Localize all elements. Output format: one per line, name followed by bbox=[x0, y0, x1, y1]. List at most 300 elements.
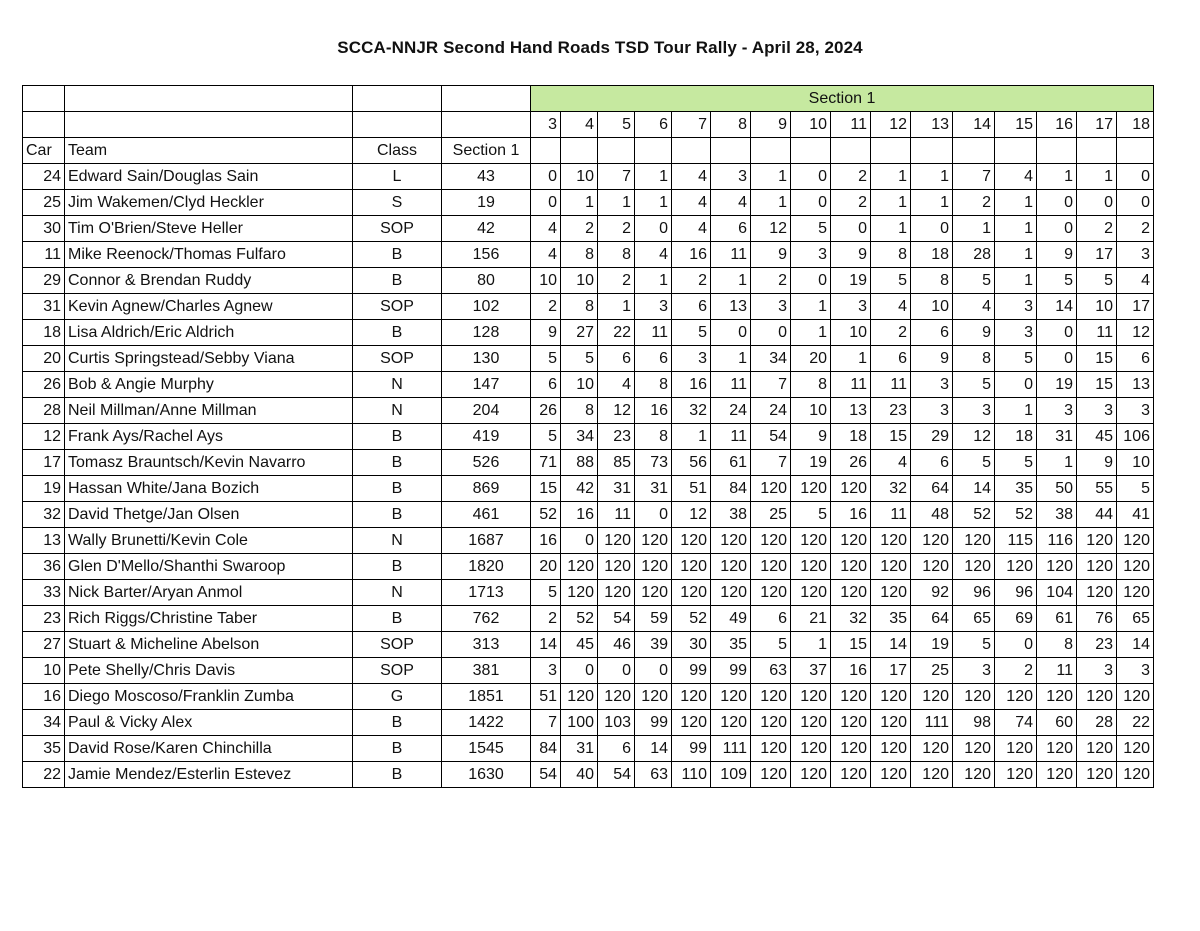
car-number: 25 bbox=[23, 190, 65, 216]
leg-score: 9 bbox=[953, 320, 995, 346]
leg-score: 120 bbox=[711, 580, 751, 606]
leg-score: 1 bbox=[871, 216, 911, 242]
leg-score: 7 bbox=[953, 164, 995, 190]
leg-score: 120 bbox=[751, 476, 791, 502]
leg-score: 120 bbox=[871, 528, 911, 554]
leg-header: 13 bbox=[911, 112, 953, 138]
section-total: 869 bbox=[442, 476, 531, 502]
leg-score: 8 bbox=[1037, 632, 1077, 658]
leg-score: 106 bbox=[1117, 424, 1154, 450]
leg-score: 120 bbox=[635, 528, 672, 554]
leg-score: 8 bbox=[953, 346, 995, 372]
leg-score: 11 bbox=[871, 372, 911, 398]
leg-score: 8 bbox=[635, 372, 672, 398]
leg-score: 120 bbox=[561, 684, 598, 710]
leg-score: 14 bbox=[953, 476, 995, 502]
leg-score: 1 bbox=[598, 190, 635, 216]
leg-score: 0 bbox=[1037, 216, 1077, 242]
leg-score: 5 bbox=[953, 632, 995, 658]
leg-score: 120 bbox=[1077, 580, 1117, 606]
car-number: 11 bbox=[23, 242, 65, 268]
car-number: 22 bbox=[23, 762, 65, 788]
leg-score: 52 bbox=[672, 606, 711, 632]
leg-score: 23 bbox=[1077, 632, 1117, 658]
team-header: Team bbox=[65, 138, 353, 164]
leg-score: 11 bbox=[1037, 658, 1077, 684]
leg-score: 1 bbox=[953, 216, 995, 242]
class-code: B bbox=[353, 554, 442, 580]
car-number: 31 bbox=[23, 294, 65, 320]
leg-score: 1 bbox=[995, 268, 1037, 294]
leg-score: 0 bbox=[531, 164, 561, 190]
leg-score: 1 bbox=[635, 164, 672, 190]
leg-score: 0 bbox=[531, 190, 561, 216]
leg-score: 1 bbox=[871, 164, 911, 190]
leg-score: 23 bbox=[598, 424, 635, 450]
team-name: Jamie Mendez/Esterlin Estevez bbox=[65, 762, 353, 788]
leg-score: 54 bbox=[598, 762, 635, 788]
leg-header: 14 bbox=[953, 112, 995, 138]
leg-score: 3 bbox=[635, 294, 672, 320]
leg-score: 120 bbox=[751, 736, 791, 762]
table-row bbox=[23, 164, 1154, 190]
table-row bbox=[23, 736, 1154, 762]
leg-score: 0 bbox=[561, 528, 598, 554]
leg-score: 17 bbox=[1117, 294, 1154, 320]
leg-score: 6 bbox=[871, 346, 911, 372]
leg-score: 84 bbox=[711, 476, 751, 502]
leg-score: 73 bbox=[635, 450, 672, 476]
leg-header: 10 bbox=[791, 112, 831, 138]
leg-score: 1 bbox=[635, 190, 672, 216]
leg-score: 120 bbox=[711, 710, 751, 736]
class-code: L bbox=[353, 164, 442, 190]
section-total: 461 bbox=[442, 502, 531, 528]
page-title: SCCA-NNJR Second Hand Roads TSD Tour Rally - April 28, 2024 bbox=[337, 38, 863, 57]
leg-score: 109 bbox=[711, 762, 751, 788]
leg-score: 17 bbox=[1077, 242, 1117, 268]
leg-score: 9 bbox=[531, 320, 561, 346]
leg-score: 4 bbox=[635, 242, 672, 268]
leg-score: 0 bbox=[1117, 190, 1154, 216]
leg-score: 8 bbox=[871, 242, 911, 268]
leg-score: 120 bbox=[995, 684, 1037, 710]
leg-score: 46 bbox=[598, 632, 635, 658]
team-name: Glen D'Mello/Shanthi Swaroop bbox=[65, 554, 353, 580]
section-total: 42 bbox=[442, 216, 531, 242]
leg-score: 5 bbox=[953, 372, 995, 398]
leg-score: 8 bbox=[561, 398, 598, 424]
team-name: Diego Moscoso/Franklin Zumba bbox=[65, 684, 353, 710]
leg-score: 2 bbox=[531, 606, 561, 632]
leg-score: 120 bbox=[953, 736, 995, 762]
leg-score: 52 bbox=[953, 502, 995, 528]
car-number: 13 bbox=[23, 528, 65, 554]
leg-score: 5 bbox=[531, 424, 561, 450]
leg-score: 120 bbox=[561, 580, 598, 606]
class-code: B bbox=[353, 502, 442, 528]
leg-score: 1 bbox=[1037, 450, 1077, 476]
leg-score: 11 bbox=[1077, 320, 1117, 346]
class-code: B bbox=[353, 320, 442, 346]
leg-score: 74 bbox=[995, 710, 1037, 736]
leg-score: 8 bbox=[598, 242, 635, 268]
leg-score: 3 bbox=[953, 398, 995, 424]
leg-score: 120 bbox=[751, 580, 791, 606]
leg-score: 120 bbox=[831, 554, 871, 580]
leg-score: 2 bbox=[751, 268, 791, 294]
leg-score: 31 bbox=[561, 736, 598, 762]
leg-score: 15 bbox=[1077, 372, 1117, 398]
leg-score: 2 bbox=[953, 190, 995, 216]
leg-score: 120 bbox=[1117, 684, 1154, 710]
header-row-labels bbox=[23, 138, 1154, 164]
leg-score: 3 bbox=[995, 294, 1037, 320]
car-number: 28 bbox=[23, 398, 65, 424]
leg-score: 69 bbox=[995, 606, 1037, 632]
leg-score: 31 bbox=[635, 476, 672, 502]
team-name: Bob & Angie Murphy bbox=[65, 372, 353, 398]
leg-score: 120 bbox=[598, 684, 635, 710]
class-code: SOP bbox=[353, 658, 442, 684]
leg-score: 6 bbox=[1117, 346, 1154, 372]
car-number: 18 bbox=[23, 320, 65, 346]
leg-score: 85 bbox=[598, 450, 635, 476]
leg-score: 0 bbox=[1037, 346, 1077, 372]
leg-score: 38 bbox=[1037, 502, 1077, 528]
leg-score: 3 bbox=[711, 164, 751, 190]
leg-score: 3 bbox=[911, 372, 953, 398]
section-total: 80 bbox=[442, 268, 531, 294]
team-name: Neil Millman/Anne Millman bbox=[65, 398, 353, 424]
leg-score: 12 bbox=[953, 424, 995, 450]
team-name: Tomasz Brauntsch/Kevin Navarro bbox=[65, 450, 353, 476]
leg-score: 6 bbox=[531, 372, 561, 398]
leg-score: 32 bbox=[831, 606, 871, 632]
leg-score: 5 bbox=[531, 346, 561, 372]
leg-score: 120 bbox=[831, 580, 871, 606]
leg-score: 40 bbox=[561, 762, 598, 788]
leg-score: 19 bbox=[1037, 372, 1077, 398]
leg-score: 63 bbox=[751, 658, 791, 684]
section-total: 1545 bbox=[442, 736, 531, 762]
leg-score: 4 bbox=[531, 242, 561, 268]
class-code: SOP bbox=[353, 632, 442, 658]
section-total: 526 bbox=[442, 450, 531, 476]
leg-score: 1 bbox=[911, 190, 953, 216]
leg-score: 120 bbox=[953, 684, 995, 710]
leg-score: 120 bbox=[791, 736, 831, 762]
leg-score: 99 bbox=[672, 658, 711, 684]
leg-score: 22 bbox=[598, 320, 635, 346]
leg-score: 115 bbox=[995, 528, 1037, 554]
leg-score: 65 bbox=[953, 606, 995, 632]
leg-score: 120 bbox=[871, 554, 911, 580]
leg-score: 120 bbox=[598, 580, 635, 606]
leg-score: 11 bbox=[831, 372, 871, 398]
leg-score: 52 bbox=[995, 502, 1037, 528]
leg-score: 120 bbox=[911, 762, 953, 788]
leg-score: 3 bbox=[831, 294, 871, 320]
leg-score: 22 bbox=[1117, 710, 1154, 736]
leg-score: 120 bbox=[1117, 736, 1154, 762]
leg-score: 13 bbox=[711, 294, 751, 320]
leg-score: 11 bbox=[711, 424, 751, 450]
class-code: N bbox=[353, 398, 442, 424]
leg-score: 15 bbox=[831, 632, 871, 658]
leg-score: 1 bbox=[831, 346, 871, 372]
leg-score: 6 bbox=[598, 736, 635, 762]
leg-score: 9 bbox=[1037, 242, 1077, 268]
leg-score: 99 bbox=[635, 710, 672, 736]
leg-score: 0 bbox=[791, 268, 831, 294]
leg-score: 2 bbox=[831, 190, 871, 216]
class-code: B bbox=[353, 476, 442, 502]
leg-score: 120 bbox=[1117, 762, 1154, 788]
leg-score: 3 bbox=[1117, 658, 1154, 684]
leg-score: 6 bbox=[711, 216, 751, 242]
leg-score: 8 bbox=[561, 294, 598, 320]
leg-score: 92 bbox=[911, 580, 953, 606]
leg-score: 120 bbox=[751, 554, 791, 580]
section-total: 419 bbox=[442, 424, 531, 450]
header-row-banner bbox=[23, 86, 1154, 112]
leg-score: 34 bbox=[561, 424, 598, 450]
leg-score: 88 bbox=[561, 450, 598, 476]
leg-score: 1 bbox=[791, 632, 831, 658]
leg-score: 4 bbox=[531, 216, 561, 242]
leg-score: 5 bbox=[791, 502, 831, 528]
team-name: Edward Sain/Douglas Sain bbox=[65, 164, 353, 190]
car-number: 10 bbox=[23, 658, 65, 684]
leg-score: 0 bbox=[1077, 190, 1117, 216]
leg-score: 52 bbox=[531, 502, 561, 528]
leg-score: 5 bbox=[1037, 268, 1077, 294]
section-total: 102 bbox=[442, 294, 531, 320]
leg-score: 3 bbox=[953, 658, 995, 684]
leg-score: 120 bbox=[1077, 554, 1117, 580]
leg-score: 120 bbox=[1077, 684, 1117, 710]
leg-score: 55 bbox=[1077, 476, 1117, 502]
leg-score: 19 bbox=[791, 450, 831, 476]
leg-score: 84 bbox=[531, 736, 561, 762]
car-number: 27 bbox=[23, 632, 65, 658]
leg-score: 30 bbox=[672, 632, 711, 658]
leg-score: 5 bbox=[561, 346, 598, 372]
leg-score: 1 bbox=[871, 190, 911, 216]
table-row bbox=[23, 554, 1154, 580]
class-code: N bbox=[353, 528, 442, 554]
leg-score: 76 bbox=[1077, 606, 1117, 632]
section-total: 1630 bbox=[442, 762, 531, 788]
leg-score: 3 bbox=[1037, 398, 1077, 424]
leg-score: 3 bbox=[995, 320, 1037, 346]
leg-score: 52 bbox=[561, 606, 598, 632]
leg-header: 17 bbox=[1077, 112, 1117, 138]
leg-score: 35 bbox=[871, 606, 911, 632]
section-total: 1687 bbox=[442, 528, 531, 554]
leg-score: 5 bbox=[995, 346, 1037, 372]
leg-score: 7 bbox=[751, 450, 791, 476]
class-code: B bbox=[353, 242, 442, 268]
leg-score: 16 bbox=[831, 502, 871, 528]
leg-score: 3 bbox=[1077, 658, 1117, 684]
leg-score: 4 bbox=[1117, 268, 1154, 294]
table-row bbox=[23, 684, 1154, 710]
leg-score: 120 bbox=[871, 684, 911, 710]
leg-score: 120 bbox=[831, 476, 871, 502]
section-total: 1820 bbox=[442, 554, 531, 580]
leg-score: 7 bbox=[531, 710, 561, 736]
table-row bbox=[23, 398, 1154, 424]
leg-score: 2 bbox=[1077, 216, 1117, 242]
team-name: Curtis Springstead/Sebby Viana bbox=[65, 346, 353, 372]
leg-score: 1 bbox=[751, 190, 791, 216]
class-code: B bbox=[353, 736, 442, 762]
table-row bbox=[23, 762, 1154, 788]
leg-score: 120 bbox=[791, 554, 831, 580]
leg-score: 19 bbox=[911, 632, 953, 658]
leg-score: 12 bbox=[672, 502, 711, 528]
leg-header: 16 bbox=[1037, 112, 1077, 138]
leg-score: 120 bbox=[871, 762, 911, 788]
leg-score: 104 bbox=[1037, 580, 1077, 606]
team-name: Wally Brunetti/Kevin Cole bbox=[65, 528, 353, 554]
leg-score: 120 bbox=[711, 684, 751, 710]
table-row bbox=[23, 476, 1154, 502]
leg-score: 0 bbox=[911, 216, 953, 242]
leg-score: 120 bbox=[911, 736, 953, 762]
leg-score: 51 bbox=[672, 476, 711, 502]
leg-score: 120 bbox=[561, 554, 598, 580]
leg-score: 120 bbox=[791, 476, 831, 502]
leg-score: 1 bbox=[995, 242, 1037, 268]
leg-score: 120 bbox=[953, 528, 995, 554]
leg-score: 1 bbox=[995, 190, 1037, 216]
leg-score: 120 bbox=[1077, 528, 1117, 554]
leg-score: 0 bbox=[831, 216, 871, 242]
table-row bbox=[23, 424, 1154, 450]
leg-score: 0 bbox=[635, 658, 672, 684]
leg-score: 120 bbox=[831, 710, 871, 736]
leg-score: 3 bbox=[1077, 398, 1117, 424]
leg-score: 120 bbox=[911, 554, 953, 580]
leg-score: 120 bbox=[953, 762, 995, 788]
leg-score: 63 bbox=[635, 762, 672, 788]
leg-score: 42 bbox=[561, 476, 598, 502]
table-row bbox=[23, 450, 1154, 476]
leg-score: 37 bbox=[791, 658, 831, 684]
leg-score: 120 bbox=[598, 554, 635, 580]
leg-score: 1 bbox=[911, 164, 953, 190]
leg-score: 64 bbox=[911, 606, 953, 632]
leg-score: 65 bbox=[1117, 606, 1154, 632]
leg-score: 8 bbox=[561, 242, 598, 268]
leg-score: 18 bbox=[911, 242, 953, 268]
leg-score: 2 bbox=[831, 164, 871, 190]
leg-score: 120 bbox=[672, 710, 711, 736]
class-code: SOP bbox=[353, 294, 442, 320]
leg-score: 120 bbox=[911, 528, 953, 554]
leg-score: 20 bbox=[791, 346, 831, 372]
leg-score: 32 bbox=[672, 398, 711, 424]
car-number: 24 bbox=[23, 164, 65, 190]
leg-score: 35 bbox=[711, 632, 751, 658]
leg-score: 5 bbox=[995, 450, 1037, 476]
car-number: 26 bbox=[23, 372, 65, 398]
car-number: 36 bbox=[23, 554, 65, 580]
section-total: 147 bbox=[442, 372, 531, 398]
leg-score: 26 bbox=[531, 398, 561, 424]
leg-score: 5 bbox=[871, 268, 911, 294]
leg-score: 9 bbox=[751, 242, 791, 268]
leg-score: 1 bbox=[791, 320, 831, 346]
team-name: Lisa Aldrich/Eric Aldrich bbox=[65, 320, 353, 346]
team-name: Kevin Agnew/Charles Agnew bbox=[65, 294, 353, 320]
leg-score: 120 bbox=[711, 554, 751, 580]
leg-score: 1 bbox=[995, 398, 1037, 424]
leg-score: 5 bbox=[953, 268, 995, 294]
class-code: N bbox=[353, 580, 442, 606]
leg-score: 0 bbox=[995, 372, 1037, 398]
leg-score: 16 bbox=[672, 372, 711, 398]
leg-score: 16 bbox=[531, 528, 561, 554]
table-row bbox=[23, 216, 1154, 242]
leg-score: 96 bbox=[953, 580, 995, 606]
class-code: SOP bbox=[353, 346, 442, 372]
table-row bbox=[23, 580, 1154, 606]
leg-score: 120 bbox=[751, 710, 791, 736]
leg-header: 7 bbox=[672, 112, 711, 138]
section-total: 43 bbox=[442, 164, 531, 190]
leg-score: 96 bbox=[995, 580, 1037, 606]
car-header: Car bbox=[23, 138, 65, 164]
leg-score: 1 bbox=[635, 268, 672, 294]
leg-score: 24 bbox=[751, 398, 791, 424]
leg-header: 18 bbox=[1117, 112, 1154, 138]
section-total: 313 bbox=[442, 632, 531, 658]
class-code: SOP bbox=[353, 216, 442, 242]
leg-score: 23 bbox=[871, 398, 911, 424]
table-row bbox=[23, 528, 1154, 554]
leg-score: 4 bbox=[672, 164, 711, 190]
team-name: David Thetge/Jan Olsen bbox=[65, 502, 353, 528]
leg-score: 14 bbox=[871, 632, 911, 658]
leg-header: 12 bbox=[871, 112, 911, 138]
car-number: 20 bbox=[23, 346, 65, 372]
leg-score: 111 bbox=[711, 736, 751, 762]
class-code: B bbox=[353, 606, 442, 632]
leg-score: 32 bbox=[871, 476, 911, 502]
leg-score: 4 bbox=[711, 190, 751, 216]
leg-score: 15 bbox=[531, 476, 561, 502]
results-table bbox=[22, 85, 1154, 788]
leg-score: 0 bbox=[561, 658, 598, 684]
leg-score: 8 bbox=[635, 424, 672, 450]
team-name: Jim Wakemen/Clyd Heckler bbox=[65, 190, 353, 216]
leg-score: 10 bbox=[561, 268, 598, 294]
leg-score: 120 bbox=[672, 554, 711, 580]
leg-score: 120 bbox=[598, 528, 635, 554]
section-total: 1422 bbox=[442, 710, 531, 736]
leg-score: 120 bbox=[791, 762, 831, 788]
leg-score: 7 bbox=[751, 372, 791, 398]
leg-score: 120 bbox=[1117, 554, 1154, 580]
leg-score: 120 bbox=[995, 554, 1037, 580]
leg-score: 2 bbox=[531, 294, 561, 320]
table-row bbox=[23, 294, 1154, 320]
team-name: Mike Reenock/Thomas Fulfaro bbox=[65, 242, 353, 268]
